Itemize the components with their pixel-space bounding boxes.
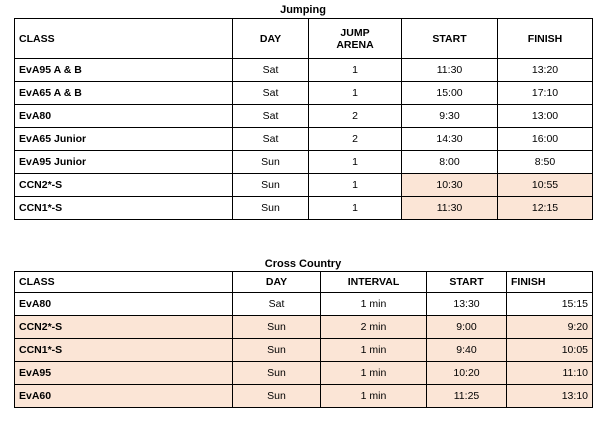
jumping-header-arena-line1: JUMP [340, 26, 370, 39]
interval-cell: 1 min [321, 293, 427, 316]
day-cell: Sun [233, 316, 321, 339]
arena-cell: 2 [309, 105, 402, 128]
table-row [15, 128, 593, 151]
table-row [15, 385, 593, 408]
interval-cell: 1 min [321, 362, 427, 385]
day-cell: Sat [233, 59, 309, 82]
start-cell: 11:25 [427, 385, 507, 408]
start-cell: 9:30 [402, 105, 498, 128]
interval-cell: 1 min [321, 339, 427, 362]
finish-cell: 13:10 [507, 385, 593, 408]
table-row [15, 316, 593, 339]
class-cell: CCN1*-S [15, 197, 233, 220]
day-cell: Sun [233, 174, 309, 197]
finish-cell: 11:10 [507, 362, 593, 385]
class-cell: EvA95 Junior [15, 151, 233, 174]
day-cell: Sat [233, 82, 309, 105]
jumping-header-day: DAY [233, 19, 309, 59]
class-cell: EvA65 A & B [15, 82, 233, 105]
cross-country-header-finish: FINISH [507, 272, 593, 293]
table-row [15, 105, 593, 128]
finish-cell: 13:00 [498, 105, 593, 128]
cross-country-table [14, 271, 593, 408]
table-row [15, 59, 593, 82]
finish-cell: 15:15 [507, 293, 593, 316]
day-cell: Sun [233, 385, 321, 408]
start-cell: 15:00 [402, 82, 498, 105]
arena-cell: 1 [309, 174, 402, 197]
jumping-header-finish: FINISH [498, 19, 593, 59]
jumping-header-start: START [402, 19, 498, 59]
day-cell: Sat [233, 128, 309, 151]
start-cell: 10:20 [427, 362, 507, 385]
finish-cell: 16:00 [498, 128, 593, 151]
cross-country-header-start: START [427, 272, 507, 293]
class-cell: EvA65 Junior [15, 128, 233, 151]
start-cell: 9:00 [427, 316, 507, 339]
day-cell: Sun [233, 197, 309, 220]
arena-cell: 1 [309, 59, 402, 82]
arena-cell: 1 [309, 197, 402, 220]
interval-cell: 1 min [321, 385, 427, 408]
class-cell: CCN2*-S [15, 174, 233, 197]
cross-country-header-row [15, 272, 593, 293]
start-cell: 14:30 [402, 128, 498, 151]
table-row [15, 174, 593, 197]
table-row [15, 339, 593, 362]
start-cell: 9:40 [427, 339, 507, 362]
table-row [15, 362, 593, 385]
finish-cell: 8:50 [498, 151, 593, 174]
finish-cell: 9:20 [507, 316, 593, 339]
cross-country-body [15, 293, 593, 408]
cross-country-title: Cross Country [264, 258, 342, 270]
finish-cell: 13:20 [498, 59, 593, 82]
start-cell: 10:30 [402, 174, 498, 197]
start-cell: 13:30 [427, 293, 507, 316]
finish-cell: 17:10 [498, 82, 593, 105]
day-cell: Sat [233, 105, 309, 128]
class-cell: EvA95 A & B [15, 59, 233, 82]
jumping-title: Jumping [280, 4, 326, 16]
cross-country-header-interval: INTERVAL [321, 272, 427, 293]
cross-country-header-class: CLASS [15, 272, 233, 293]
class-cell: EvA80 [15, 105, 233, 128]
class-cell: EvA80 [15, 293, 233, 316]
finish-cell: 12:15 [498, 197, 593, 220]
finish-cell: 10:55 [498, 174, 593, 197]
jumping-body [15, 59, 593, 220]
day-cell: Sun [233, 151, 309, 174]
jumping-header-arena-line2: ARENA [336, 38, 374, 51]
class-cell: EvA95 [15, 362, 233, 385]
table-row [15, 197, 593, 220]
jumping-header-row [15, 19, 593, 59]
day-cell: Sun [233, 362, 321, 385]
table-row [15, 293, 593, 316]
class-cell: CCN2*-S [15, 316, 233, 339]
jumping-header-arena [309, 19, 402, 59]
table-row [15, 151, 593, 174]
cross-country-header-day: DAY [233, 272, 321, 293]
class-cell: EvA60 [15, 385, 233, 408]
day-cell: Sat [233, 293, 321, 316]
day-cell: Sun [233, 339, 321, 362]
arena-cell: 1 [309, 151, 402, 174]
table-row [15, 82, 593, 105]
jumping-table [14, 18, 593, 220]
start-cell: 8:00 [402, 151, 498, 174]
interval-cell: 2 min [321, 316, 427, 339]
jumping-header-class: CLASS [15, 19, 233, 59]
class-cell: CCN1*-S [15, 339, 233, 362]
arena-cell: 2 [309, 128, 402, 151]
finish-cell: 10:05 [507, 339, 593, 362]
start-cell: 11:30 [402, 59, 498, 82]
start-cell: 11:30 [402, 197, 498, 220]
arena-cell: 1 [309, 82, 402, 105]
